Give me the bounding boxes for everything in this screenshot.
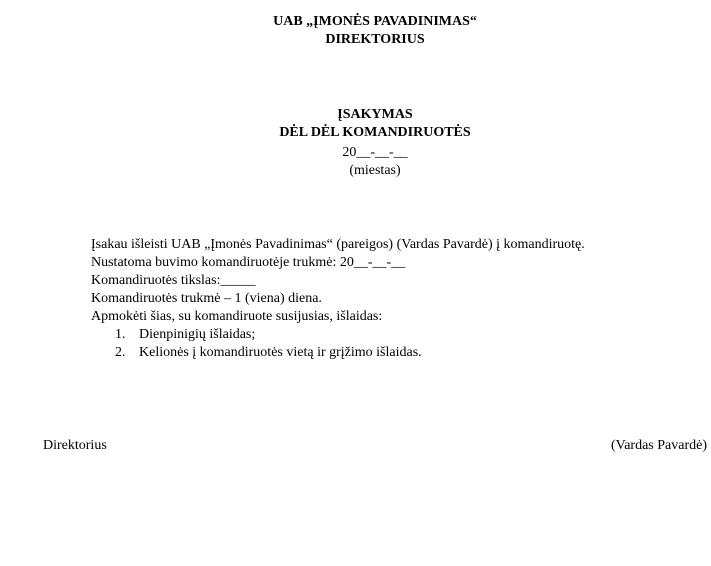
list-item xyxy=(91,326,701,344)
signature-name: (Vardas Pavardė) xyxy=(610,438,707,453)
company-name: UAB „ĮMONĖS PAVADINIMAS“ xyxy=(273,14,477,29)
order-line-duration: Komandiruotės trukmė – 1 (viena) diena. xyxy=(91,291,322,306)
signature-title: Direktorius xyxy=(43,438,107,453)
list-item xyxy=(91,344,701,362)
order-line-expenses: Apmokėti šias, su komandiruote susijusias, išlaidas: xyxy=(91,309,383,324)
order-line-duration-date: Nustatoma buvimo komandiruotėje trukmė: 20__-__-__ xyxy=(91,255,406,270)
list-item-text: Dienpinigių išlaidas; xyxy=(139,327,256,342)
document-type: ĮSAKYMAS xyxy=(337,107,413,122)
director-heading: DIREKTORIUS xyxy=(325,32,425,47)
list-item-text: Kelionės į komandiruotės vietą ir grįžimo išlaidas. xyxy=(139,345,422,360)
document-date: 20__-__-__ xyxy=(342,145,408,160)
order-line-purpose: Komandiruotės tikslas:_____ xyxy=(91,273,256,288)
list-item-number: 1. xyxy=(115,327,126,342)
order-line-release: Įsakau išleisti UAB „Įmonės Pavadinimas“ (pareigos) (Vardas Pavardė) į komandiruotę. xyxy=(91,237,585,252)
list-item-number: 2. xyxy=(115,345,126,360)
order-body xyxy=(91,236,701,362)
document-subject: DĖL DĖL KOMANDIRUOTĖS xyxy=(279,125,471,140)
expense-list xyxy=(91,326,701,362)
document-place: (miestas) xyxy=(349,163,401,178)
